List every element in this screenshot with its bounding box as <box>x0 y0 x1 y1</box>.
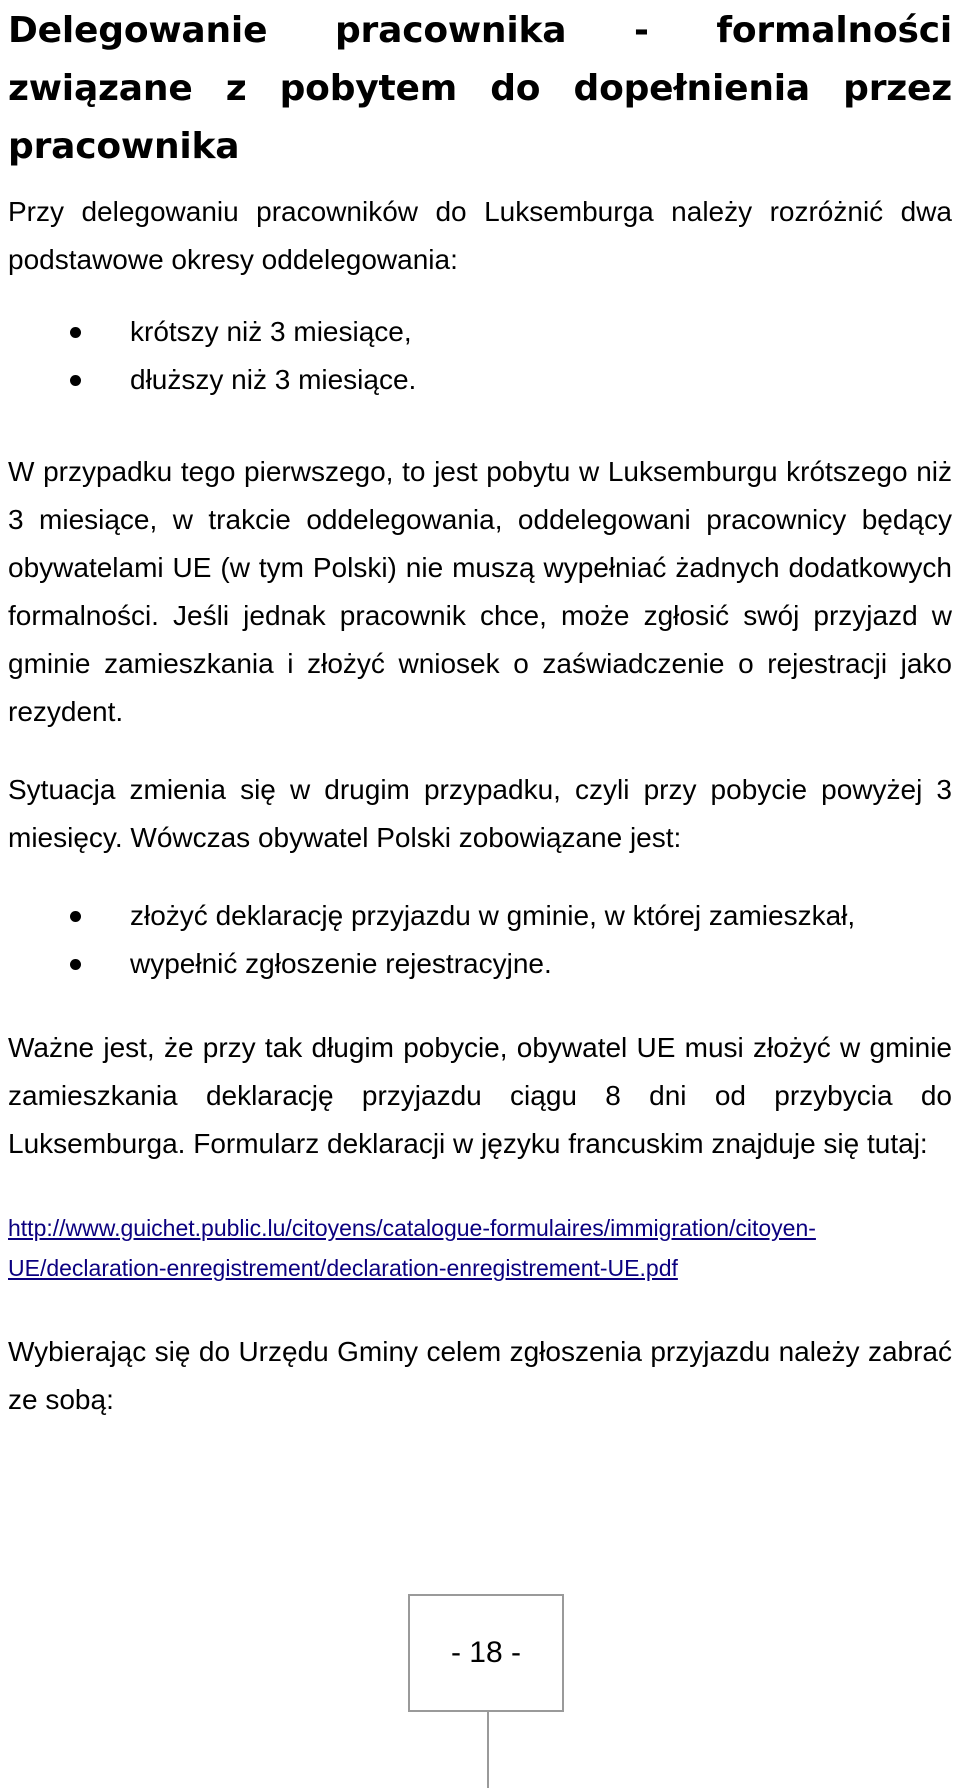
bullet-icon <box>70 911 81 922</box>
form-link[interactable] <box>8 1215 816 1281</box>
document-page <box>8 0 952 1424</box>
list-item <box>8 892 952 940</box>
bullet-icon <box>70 375 81 386</box>
form-link-line-2: UE/declaration-enregistrement/declaration-enregistrement-UE.pdf <box>8 1255 678 1281</box>
list-item <box>8 356 952 404</box>
declaration-paragraph: Ważne jest, że przy tak długim pobycie, obywatel UE musi złożyć w gminie zamieszkania deklarację przyjazdu ciągu 8 dni od przybycia do Luksemburga. Formularz deklaracji w języku francuskim znajduje się tutaj: <box>8 1032 952 1159</box>
list-item-text: krótszy niż 3 miesiące, <box>130 316 412 347</box>
obligations-list <box>8 892 952 988</box>
section-heading: Delegowanie pracownika - formalności związane z pobytem do dopełnienia przez pracownika <box>8 10 952 167</box>
list-item-text: dłuższy niż 3 miesiące. <box>130 364 417 395</box>
list-item-text: wypełnić zgłoszenie rejestracyjne. <box>130 948 552 979</box>
bullet-icon <box>70 327 81 338</box>
page-number-box <box>408 1594 564 1712</box>
long-stay-paragraph: Sytuacja zmienia się w drugim przypadku, czyli przy pobycie powyżej 3 miesięcy. Wówczas obywatel Polski zobowiązane jest: <box>8 774 952 853</box>
form-link-block <box>8 1208 952 1288</box>
list-item-text: złożyć deklarację przyjazdu w gminie, w której zamieszkał, <box>130 900 856 931</box>
intro-paragraph: Przy delegowaniu pracowników do Luksemburga należy rozróżnić dwa podstawowe okresy oddelegowania: <box>8 196 952 275</box>
page-number: - 18 - <box>450 1636 522 1669</box>
page-number-connector <box>487 1710 489 1788</box>
bullet-icon <box>70 959 81 970</box>
list-item <box>8 940 952 988</box>
short-stay-paragraph: W przypadku tego pierwszego, to jest pobytu w Luksemburgu krótszego niż 3 miesiące, w trakcie oddelegowania, oddelegowani pracownicy będący obywatelami UE (w tym Polski) nie muszą wypełniać żadnych dodatkowych formalności. Jeśli jednak pracownik chce, może zgłosić swój przyjazd w gminie zamieszkania i złożyć wniosek o zaświadczenie o rejestracji jako rezydent. <box>8 456 952 727</box>
periods-list <box>8 308 952 404</box>
office-paragraph: Wybierając się do Urzędu Gminy celem zgłoszenia przyjazdu należy zabrać ze sobą: <box>8 1336 952 1415</box>
form-link-line-1: http://www.guichet.public.lu/citoyens/catalogue-formulaires/immigration/citoyen- <box>8 1215 816 1241</box>
list-item <box>8 308 952 356</box>
